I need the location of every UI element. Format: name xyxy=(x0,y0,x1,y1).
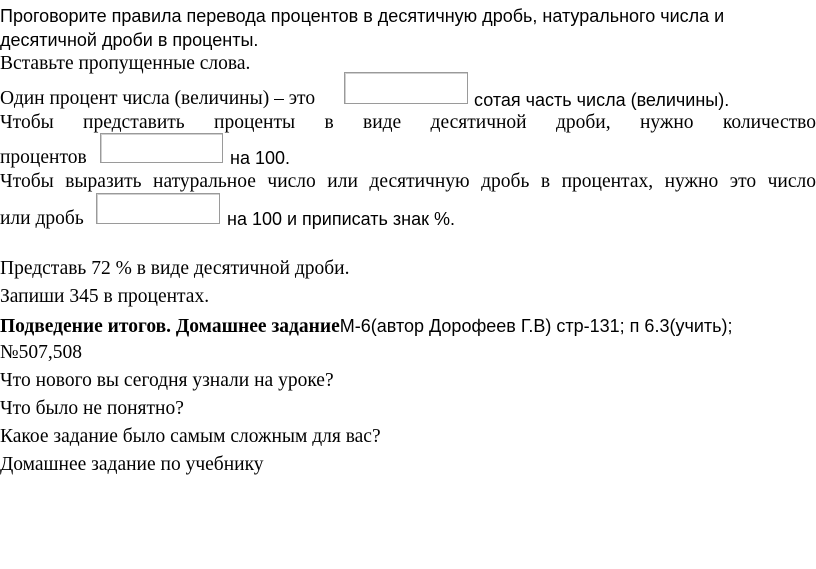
rule3-line-1: Чтобы выразить натуральное число или десятичную дробь в процентах, нужно это число xyxy=(0,171,816,192)
task-2: Запиши 345 в процентах. xyxy=(0,286,210,307)
rule3-after: на 100 и приписать знак %. xyxy=(227,209,455,229)
summary-homework: М-6(автор Дорофеев Г.В) стр-131; п 6.3(учить); xyxy=(339,316,733,336)
summary-line-2: №507,508 xyxy=(0,342,82,363)
blank-input-3[interactable] xyxy=(96,193,220,224)
rule2-word: в xyxy=(324,112,334,133)
rule2-before: процентов xyxy=(0,147,87,168)
rule2-word: десятичной xyxy=(430,112,527,133)
rule3-before: или дробь xyxy=(0,208,84,229)
task-1: Представь 72 % в виде десятичной дроби. xyxy=(0,258,350,279)
rule1-after: сотая часть числа (величины). xyxy=(474,90,730,110)
blank-input-1[interactable] xyxy=(344,72,468,104)
rule2-line-1 xyxy=(0,111,816,135)
rule2-word: проценты xyxy=(214,112,296,133)
title-line-1: Проговорите правила перевода процентов в десятичную дробь, натурального числа и xyxy=(0,6,725,26)
rule2-word: количество xyxy=(722,112,816,133)
rule2-word: нужно xyxy=(639,112,694,133)
rule2-word: виде xyxy=(362,112,402,133)
question-1: Что нового вы сегодня узнали на уроке? xyxy=(0,370,334,391)
rule2-word: представить xyxy=(83,112,185,133)
rule2-word: дроби, xyxy=(555,112,611,133)
question-2: Что было не понятно? xyxy=(0,398,184,419)
question-4: Домашнее задание по учебнику xyxy=(0,454,264,475)
summary-heading: Подведение итогов. Домашнее задание xyxy=(0,316,340,337)
rule1-before: Один процент числа (величины) – это xyxy=(0,88,316,109)
summary-line-1 xyxy=(0,314,733,339)
question-3: Какое задание было самым сложным для вас? xyxy=(0,426,381,447)
rule2-after: на 100. xyxy=(230,148,290,168)
title-line-2: десятичной дроби в проценты. xyxy=(0,30,259,50)
instruction-text: Вставьте пропущенные слова. xyxy=(0,53,251,74)
rule2-word: Чтобы xyxy=(0,112,54,133)
blank-input-2[interactable] xyxy=(100,133,223,163)
